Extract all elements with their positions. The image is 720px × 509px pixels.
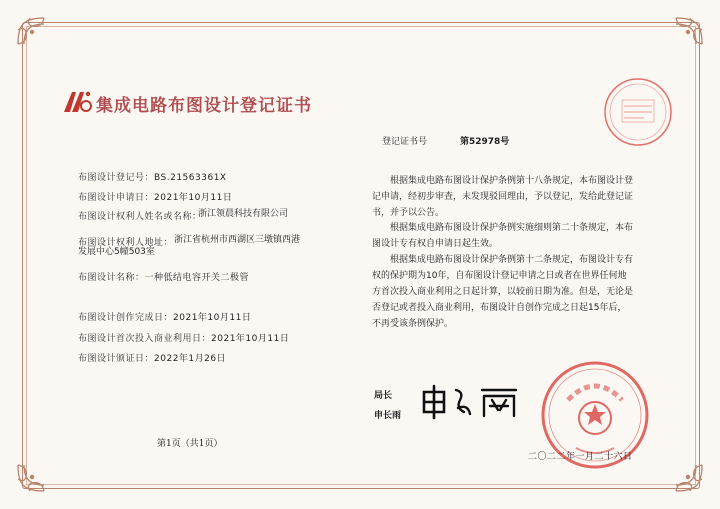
field-label: 布图设计登记号：	[78, 173, 155, 183]
field-rightholder-address-value: 浙江省杭州市西湖区三墩镇西港发展中心5幢503室	[78, 235, 301, 257]
handwritten-signature-icon	[418, 382, 528, 422]
field-design-name	[78, 270, 249, 283]
paragraph-effective: 根据集成电路布图设计保护条例实施细则第二十条规定，本布图设计专有权自申请日起生效。	[372, 223, 634, 249]
field-value: 2021年10月11日	[173, 313, 252, 323]
cnipa-logo-icon	[60, 86, 94, 118]
field-rightholder-name-value: 浙江领晨科技有限公司	[198, 209, 289, 219]
field-value: BS.21563361X	[154, 173, 227, 183]
director-title: 局长	[374, 391, 393, 401]
field-value: 2021年10月11日	[211, 334, 290, 344]
field-registration-number	[78, 170, 227, 183]
director-name: 申长雨	[374, 411, 402, 421]
field-label: 布图设计申请日：	[78, 193, 155, 203]
small-seal-icon	[602, 76, 674, 148]
field-value: 2021年10月11日	[154, 193, 233, 203]
issue-date: 二〇二二年一月二十六日	[528, 452, 633, 462]
field-creation-date	[78, 310, 251, 323]
field-application-date	[78, 190, 232, 203]
certificate-number-label: 登记证书号	[382, 137, 428, 147]
corner-ornament-top-right	[662, 14, 706, 58]
certificate-title: 集成电路布图设计登记证书	[96, 96, 312, 116]
field-commercial-use-date	[78, 331, 289, 344]
field-label: 布图设计权利人地址：	[78, 238, 174, 248]
field-value: 2022年1月26日	[154, 354, 227, 364]
paragraph-protection: 根据集成电路布图设计保护条例第十二条规定，布图设计专有权的保护期为10年，自布图设计登记申请之日或者在世界任何地方首次投入商业利用之日起计算，以较前日期为准。但是，无论是否登记或者投入商业利用，布图设计自创作完成之日起15年后，不再受该条例保护。	[372, 255, 634, 329]
certificate-number: 第52978号	[460, 137, 510, 147]
field-label: 布图设计权利人姓名或名称：	[78, 212, 202, 222]
corner-ornament-top-left	[14, 14, 58, 58]
field-label: 布图设计名称：	[78, 273, 145, 283]
page-number: 第1页（共1页）	[157, 439, 223, 449]
corner-ornament-bottom-left	[14, 451, 58, 495]
paragraph-registration: 根据集成电路布图设计保护条例第十八条规定，本布图设计登记申请，经初步审查，未发现驳回理由，予以登记，发给此登记证书，并予以公告。	[372, 176, 634, 218]
field-issue-date	[78, 351, 226, 364]
field-label: 布图设计创作完成日：	[78, 313, 174, 323]
field-value: 一种低结电容开关二极管	[144, 273, 250, 283]
field-label: 布图设计颁证日：	[78, 354, 155, 364]
corner-ornament-bottom-right	[662, 451, 706, 495]
field-label: 布图设计首次投入商业利用日：	[78, 334, 212, 344]
